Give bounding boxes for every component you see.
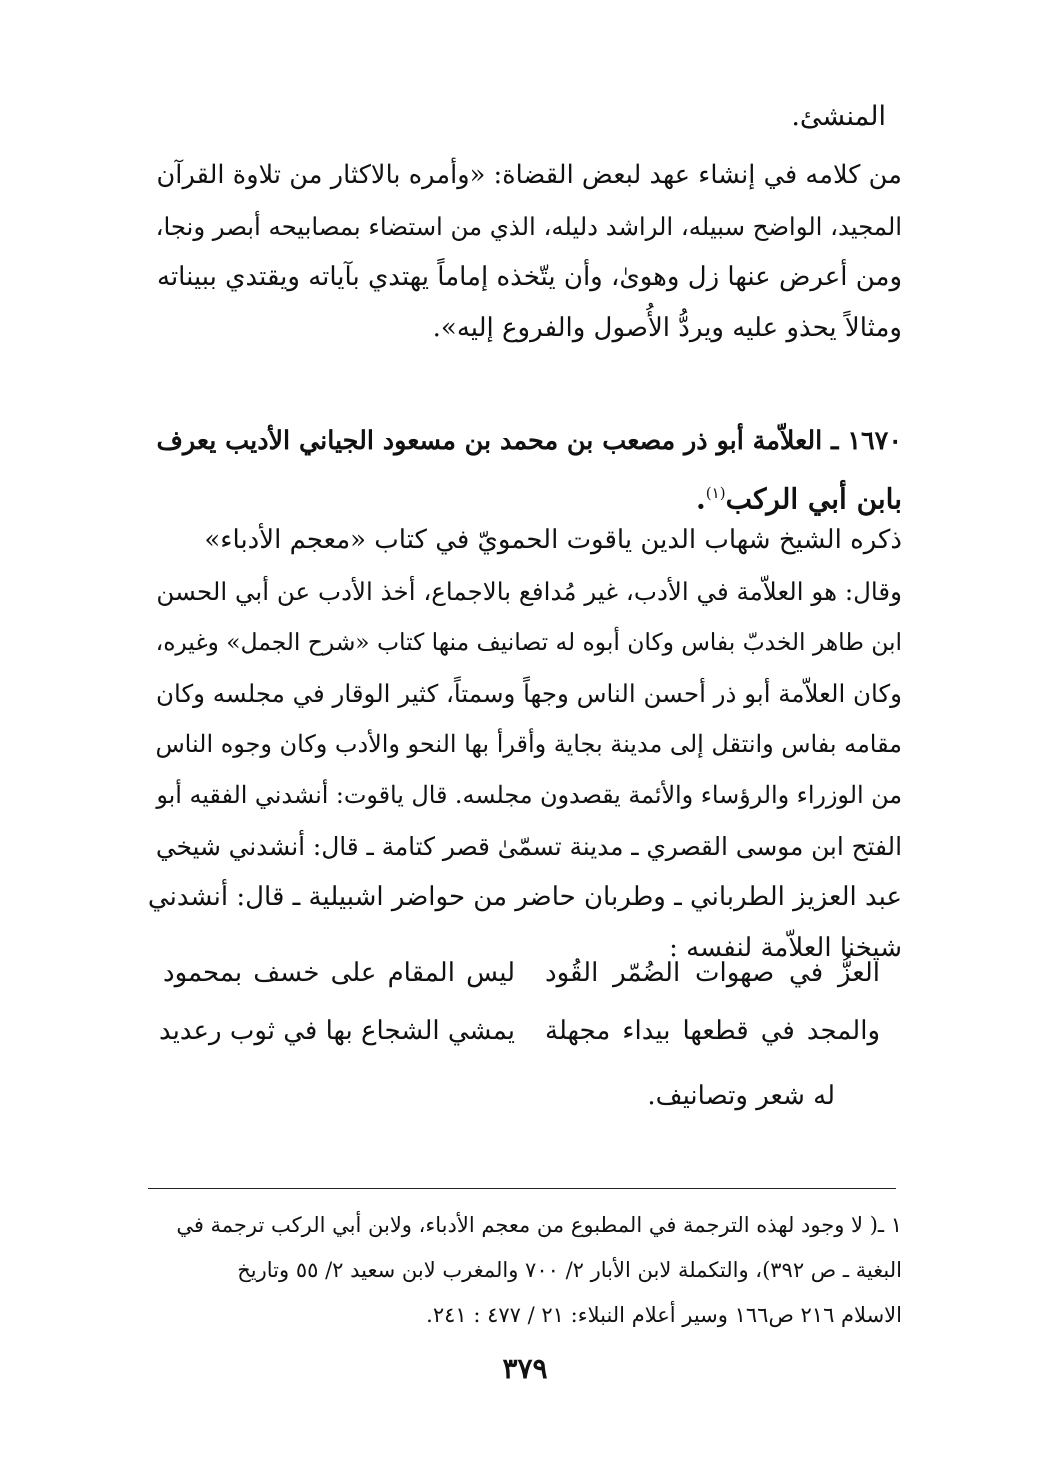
paragraph-1 — [148, 150, 902, 354]
paragraph-2-line: ذكره الشيخ شهاب الدين ياقوت الحمويّ في كتاب «معجم الأدباء» — [204, 525, 902, 555]
paragraph-2-line: مقامه بفاس وانتقل إلى مدينة بجاية وأقرأ بها النحو والأدب وكان وجوه الناس — [155, 730, 902, 758]
paragraph-2-line: وكان العلاّمة أبو ذر أحسن الناس وجهاً وسمتاً، كثير الوقار في مجلسه وكان — [156, 679, 902, 708]
paragraph-2-line: الفتح ابن موسى القصري ـ مدينة تسمّىٰ قصر كتامة ـ قال: أنشدني شيخي — [155, 832, 902, 861]
footnote — [148, 1203, 902, 1338]
verse-2-first-hemistich: والمجد في قطعها بيداء مجهلة — [545, 1016, 880, 1046]
footnote-divider — [148, 1188, 896, 1189]
paragraph-1-line: من كلامه في إنشاء عهد لبعض القضاة: «وأمره بالاكثار من تلاوة القرآن — [156, 160, 902, 190]
entry-heading — [148, 415, 902, 525]
entry-heading-period: . — [696, 482, 706, 516]
footnote-line: ١ ـ( لا وجود لهذه الترجمة في المطبوع من معجم الأدباء، ولابن أبي الركب ترجمة في — [176, 1213, 902, 1237]
paragraph-2-line: شيخنا العلاّمة لنفسه : — [669, 933, 902, 963]
page-number: ٣٧٩ — [502, 1352, 548, 1385]
paragraph-2 — [148, 515, 902, 974]
paragraph-2-line: وقال: هو العلاّمة في الأدب، غير مُدافع بالاجماع، أخذ الأدب عن أبي الحسن — [156, 577, 902, 606]
verse-1-second-hemistich: ليس المقام على خسف بمحمود — [163, 958, 515, 988]
paragraph-1-line: ومثالاً يحذو عليه ويردُّ الأُصول والفروع إليه». — [432, 313, 902, 343]
entry-heading-name: بابن أبي الركب — [725, 482, 902, 516]
entry-heading-line-1: ١٦٧٠ ـ العلاّمة أبو ذر مصعب بن محمد بن مسعود الجياني الأديب يعرف — [156, 426, 902, 456]
paragraph-2-line: عبد العزيز الطرباني ـ وطربان حاضر من حواضر اشبيلية ـ قال: أنشدني — [147, 882, 902, 912]
paragraph-2-line: من الوزراء والرؤساء والأئمة يقصدون مجلسه. قال ياقوت: أنشدني الفقيه أبو — [156, 781, 902, 809]
previous-entry-ending — [791, 92, 886, 142]
closing-sentence: له شعر وتصانيف. — [647, 1081, 835, 1111]
verse-2-second-hemistich: يمشي الشجاع بها في ثوب رعديد — [158, 1016, 515, 1046]
top-fragment: المنشئ. — [791, 101, 886, 132]
footnote-line: الاسلام ٢١٦ ص١٦٦ وسير أعلام النبلاء: ٢١ / ٤٧٧ : ٢٤١. — [426, 1303, 902, 1327]
paragraph-1-line: المجيد، الواضح سبيله، الراشد دليله، الذي من استضاء بمصابيحه أبصر ونجا، — [155, 212, 902, 241]
footnote-reference[interactable]: (١) — [705, 484, 726, 502]
verse-1-first-hemistich: العزُّ في صهوات الضُمّر القُود — [545, 958, 880, 988]
paragraph-1-line: ومن أعرض عنها زل وهوىٰ، وأن يتّخذه إماماً يهتدي بآياته ويقتدي ببيناته — [157, 262, 902, 292]
footnote-line: البغية ـ ص ٣٩٢)، والتكملة لابن الأبار ٢/ ٧٠٠ والمغرب لابن سعيد ٢/ ٥٥ وتاريخ — [237, 1258, 902, 1282]
paragraph-2-line: ابن طاهر الخدبّ بفاس وكان أبوه له تصانيف منها كتاب «شرح الجمل» وغيره، — [155, 628, 902, 656]
